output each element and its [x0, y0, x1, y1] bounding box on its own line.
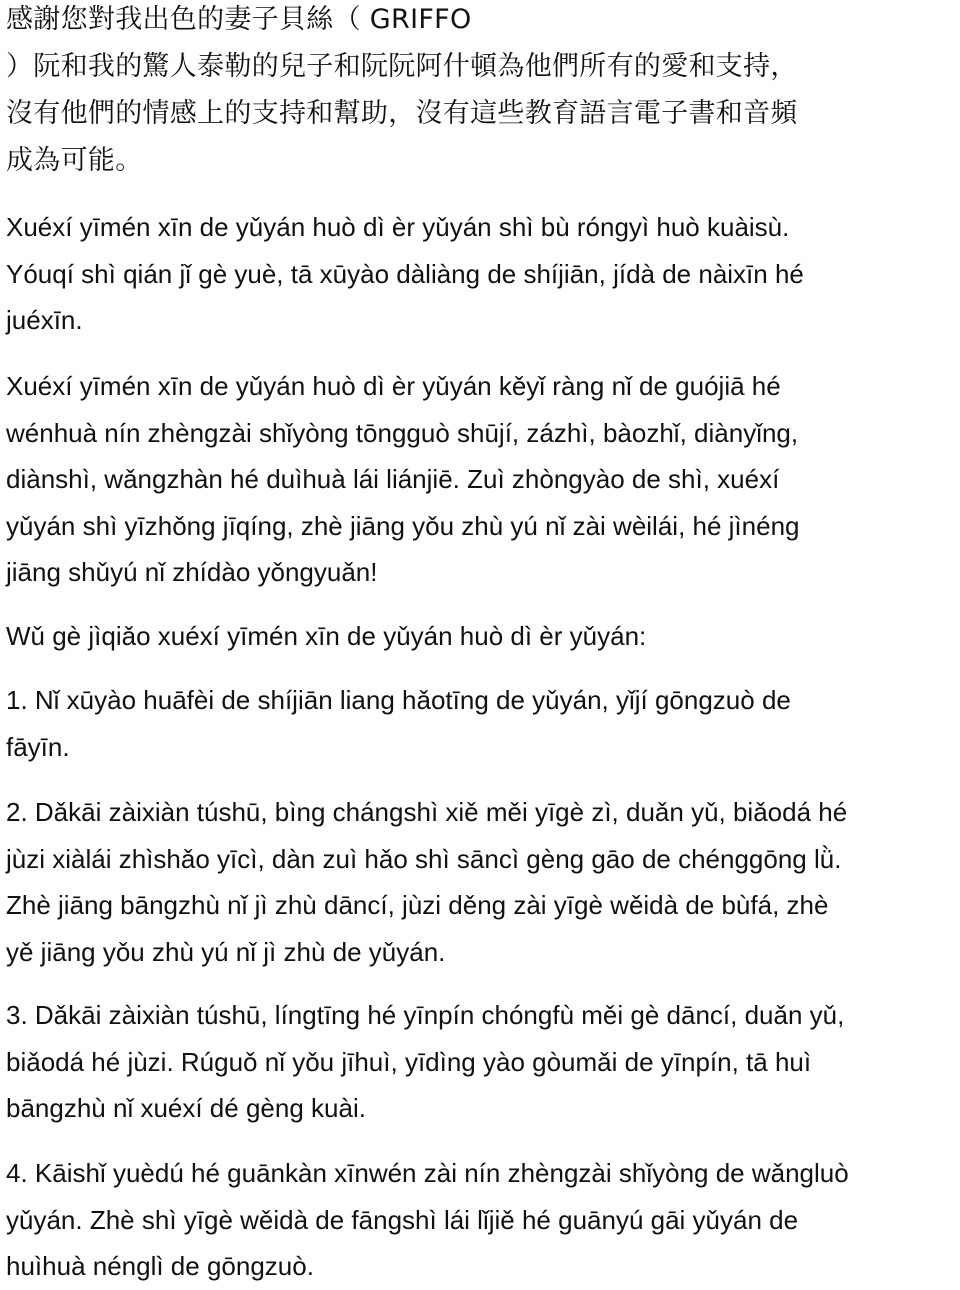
- tip-item-1: 1. Nǐ xūyào huāfèi de shíjiān liang hǎotīng de yǔyán, yǐjí gōngzuò de fāyīn.: [6, 685, 791, 762]
- acknowledgement-paragraph: 感謝您對我出色的妻子貝絲（ GRIFFO ）阮和我的驚人泰勒的兒子和阮阮阿什頓為他們所有的愛和支持， 沒有他們的情感上的支持和幫助，沒有這些教育語言電子書和音頻 成為可能。: [6, 4, 798, 176]
- tip-item-4: 4. Kāishǐ yuèdú hé guānkàn xīnwén zài nín zhèngzài shǐyòng de wǎngluò yǔyán. Zhè shì yīgè wěidà de fāngshì lái lǐjiě hé guānyú gāi yǔyán de huìhuà nénglì de gōngzuò.: [6, 1158, 849, 1281]
- tip-item-3: 3. Dǎkāi zàixiàn túshū, língtīng hé yīnpín chóngfù měi gè dāncí, duǎn yǔ, biǎodá hé jùzi. Rúguǒ nǐ yǒu jīhuì, yīdìng yào gòumǎi de yīnpín, tā huì bāngzhù nǐ xuéxí dé gèng kuài.: [6, 1000, 845, 1123]
- tips-heading: Wǔ gè jìqiǎo xuéxí yīmén xīn de yǔyán huò dì èr yǔyán:: [6, 621, 647, 651]
- intro-pinyin-paragraph: Xuéxí yīmén xīn de yǔyán huò dì èr yǔyán shì bù róngyì huò kuàisù. Yóuqí shì qián jǐ gè yuè, tā xūyào dàliàng de shíjiān, jídà de nàixīn hé juéxīn.: [6, 212, 804, 335]
- culture-paragraph: Xuéxí yīmén xīn de yǔyán huò dì èr yǔyán kěyǐ ràng nǐ de guójiā hé wénhuà nín zhèngzài shǐyòng tōngguò shūjí, zázhì, bàozhǐ, diànyǐng, diànshì, wǎngzhàn hé duìhuà lái liánjiē. Zuì zhòngyào de shì, xuéxí yǔyán shì yīzhǒng jīqíng, zhè jiāng yǒu zhù yú nǐ zài wèilái, hé jìnéng jiāng shǔyú nǐ zhídào yǒngyuǎn!: [6, 371, 800, 587]
- tip-item-2: 2. Dǎkāi zàixiàn túshū, bìng chángshì xiě měi yīgè zì, duǎn yǔ, biǎodá hé jùzi xiàlái zhìshǎo yīcì, dàn zuì hǎo shì sāncì gèng gāo de chénggōng lǜ. Zhè jiāng bāngzhù nǐ jì zhù dāncí, jùzi děng zài yīgè wěidà de bùfá, zhè yě jiāng yǒu zhù yú nǐ jì zhù de yǔyán.: [6, 797, 848, 967]
